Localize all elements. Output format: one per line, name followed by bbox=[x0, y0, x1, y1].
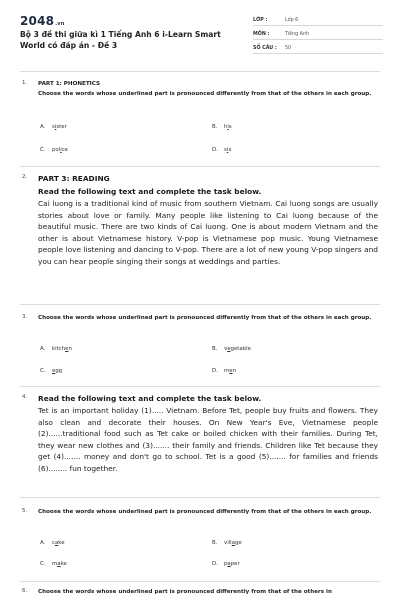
option-a[interactable]: A. sister bbox=[40, 124, 67, 130]
question-3 bbox=[22, 314, 382, 382]
question-number: 3. bbox=[22, 314, 28, 320]
reading-passage: Tet is an important holiday (1)..... Vietnam. Before Tet, people buy fruits and flowers. They also clean and decorate their houses. On New Year's Eve, Vietnamese people (2)......traditional food such as Tet cake or boiled chicken with their families. During Tet, they wear new clothes and (3)....... their family and friends. Children like Tet because they get (4)....... money and don't go to school. Tet is a good (5)....... for families and friends (6)........ fun together. bbox=[38, 406, 378, 473]
logo-suffix: .vn bbox=[55, 21, 65, 27]
page-header bbox=[0, 0, 400, 70]
meta-row-class bbox=[253, 14, 383, 26]
meta-key: SỐ CÂU : bbox=[253, 46, 277, 51]
divider bbox=[20, 497, 380, 498]
question-1 bbox=[22, 80, 382, 160]
part-title: PART 3: READING bbox=[38, 174, 110, 183]
question-instruction: Choose the words whose underlined part is pronounced differently from that of the others in each group. bbox=[38, 509, 372, 515]
option-c[interactable]: C. police bbox=[40, 147, 68, 153]
option-b[interactable]: B. his bbox=[212, 124, 232, 130]
option-b[interactable]: B. village bbox=[212, 540, 242, 546]
reading-heading: Read the following text and complete the task below. bbox=[38, 187, 262, 196]
divider bbox=[20, 71, 380, 72]
meta-value: 50 bbox=[285, 46, 292, 51]
document-title: Bộ 3 đề thi giữa kì 1 Tiếng Anh 6 i-Learn Smart World có đáp án - Đề 3 bbox=[20, 30, 221, 50]
option-c[interactable]: C. egg bbox=[40, 368, 63, 374]
question-4 bbox=[22, 394, 382, 494]
option-b[interactable]: B. vegetable bbox=[212, 346, 251, 352]
divider bbox=[20, 581, 380, 582]
question-number: 2. bbox=[22, 174, 28, 180]
reading-heading: Read the following text and complete the task below. bbox=[38, 394, 262, 403]
meta-key: LỚP : bbox=[253, 18, 268, 23]
option-a[interactable]: A. kitchen bbox=[40, 346, 72, 352]
meta-row-count bbox=[253, 42, 383, 54]
site-logo[interactable] bbox=[20, 14, 65, 28]
question-instruction: Choose the words whose underlined part is pronounced differently from that of the others in each group. bbox=[38, 315, 372, 321]
question-instruction: Choose the words whose underlined part is pronounced differently from that of the others in bbox=[38, 589, 332, 595]
question-number: 5. bbox=[22, 508, 28, 514]
question-number: 6. bbox=[22, 588, 28, 594]
part-title: PART 1: PHONETICS bbox=[38, 81, 100, 87]
option-a[interactable]: A. cake bbox=[40, 540, 65, 546]
logo-main: 2048 bbox=[20, 14, 55, 28]
divider bbox=[20, 386, 380, 387]
option-d[interactable]: D. six bbox=[212, 147, 232, 153]
meta-row-subject bbox=[253, 28, 383, 40]
question-number: 1. bbox=[22, 80, 28, 86]
meta-value: Tiếng Anh bbox=[285, 32, 310, 37]
option-d[interactable]: D. paper bbox=[212, 561, 240, 567]
question-5 bbox=[22, 508, 382, 580]
question-instruction: Choose the words whose underlined part is pronounced differently from that of the others in each group. bbox=[38, 91, 372, 97]
divider bbox=[20, 166, 380, 167]
question-2 bbox=[22, 174, 382, 300]
option-d[interactable]: D. men bbox=[212, 368, 237, 374]
option-c[interactable]: C. make bbox=[40, 561, 67, 567]
meta-key: MÔN : bbox=[253, 32, 270, 37]
meta-value: Lớp 6 bbox=[285, 18, 299, 23]
question-number: 4. bbox=[22, 394, 28, 400]
divider bbox=[20, 304, 380, 305]
question-6 bbox=[22, 588, 382, 600]
reading-passage: Cai luong is a traditional kind of music from southern Vietnam. Cai luong songs are usually stories about love or family. Many people like listening to Cai luong because of the beautiful music. There are two kinds of Cai luong. One is about modern Vietnam and the other is about Vietnamese history. V-pop is Vietnamese pop music. Young Vietnamese people love listening and dancing to V-pop. There are a lot of new young V-pop singers and you can hear people singing their songs at weddings and parties. bbox=[38, 199, 378, 266]
